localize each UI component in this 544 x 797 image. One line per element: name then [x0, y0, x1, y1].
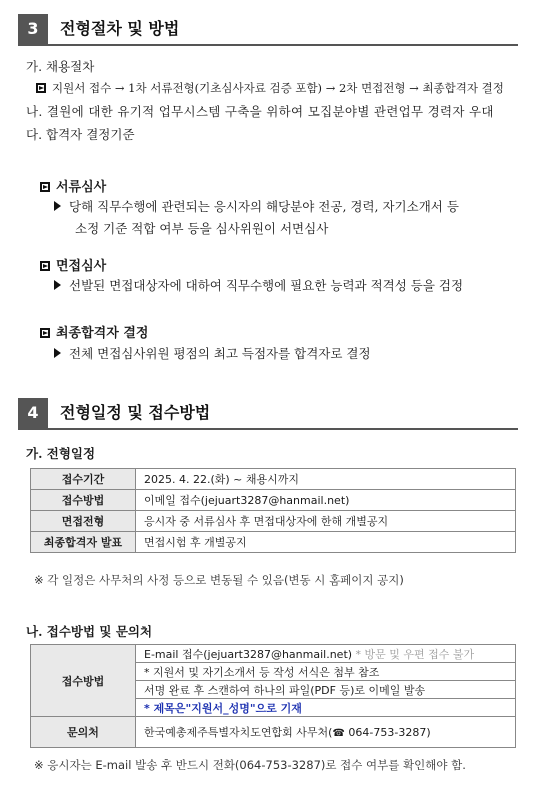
arrow-box-icon	[40, 182, 50, 192]
procedure-line	[36, 79, 504, 97]
footer-note: ※ 응시자는 E-mail 발송 후 반드시 전화(064-753-3287)로 접수 여부를 확인해야 함.	[34, 758, 466, 772]
table-row	[31, 645, 516, 663]
criteria-final-heading	[40, 322, 148, 341]
contact-phone: 064-753-3287)	[348, 726, 431, 739]
method-line2: * 지원서 및 자기소개서 등 작성 서식은 첨부 참조	[136, 663, 516, 681]
schedule-note: ※ 각 일정은 사무처의 사정 등으로 변동될 수 있음(변동 시 홈페이지 공지)	[34, 573, 404, 587]
triangle-bullet-icon	[54, 348, 61, 358]
section-title: 전형절차 및 방법	[60, 19, 180, 38]
criteria-title: 최종합격자 결정	[56, 326, 149, 341]
table-row	[31, 511, 516, 532]
criteria-title: 서류심사	[56, 180, 107, 195]
criteria-document-heading	[40, 176, 106, 195]
section-number: 4	[18, 398, 48, 428]
phone-icon: ☎	[332, 728, 345, 739]
method-email: E-mail 접수(jejuart3287@hanmail.net)	[144, 647, 353, 661]
criteria-text: 선발된 면접대상자에 대하여 직무수행에 필요한 능력과 적격성 등을 검정	[69, 278, 464, 293]
schedule-value: 응시자 중 서류심사 후 면접대상자에 한해 개별공지	[136, 511, 516, 532]
item-na: 나. 결원에 대한 유기적 업무시스템 구축을 위하여 모집분야별 관련업무 경력자 우대	[26, 104, 494, 119]
item-da: 다. 합격자 결정기준	[26, 127, 135, 142]
procedure-text: 지원서 접수 → 1차 서류전형(기초심사자료 검증 포함) → 2차 면접전형 → 최종합격자 결정	[52, 81, 504, 95]
method-heading: 나. 접수방법 및 문의처	[26, 624, 153, 639]
criteria-text: 전체 면접심사위원 평점의 최고 득점자를 합격자로 결정	[69, 346, 371, 361]
arrow-box-icon	[40, 328, 50, 338]
criteria-interview-heading	[40, 255, 106, 274]
schedule-label: 최종합격자 발표	[31, 532, 136, 553]
criteria-document-line1	[54, 198, 459, 216]
schedule-value: 2025. 4. 22.(화) ~ 채용시까지	[136, 469, 516, 490]
table-row	[31, 717, 516, 748]
item-ga: 가. 채용절차	[26, 59, 95, 74]
contact-value	[136, 717, 516, 748]
arrow-box-icon	[40, 261, 50, 271]
schedule-value: 이메일 접수(jejuart3287@hanmail.net)	[136, 490, 516, 511]
method-line3: 서명 완료 후 스캔하여 하나의 파일(PDF 등)로 이메일 발송	[136, 681, 516, 699]
arrow-box-icon	[36, 83, 46, 93]
section-number: 3	[18, 14, 48, 44]
schedule-heading: 가. 전형일정	[26, 446, 96, 461]
criteria-document-line2: 소정 기준 적합 여부 등을 심사위원이 서면심사	[75, 221, 329, 236]
schedule-label: 접수기간	[31, 469, 136, 490]
method-line4: * 제목은"지원서_성명"으로 기재	[136, 699, 516, 717]
method-label: 접수방법	[31, 645, 136, 717]
section-title: 전형일정 및 접수방법	[60, 403, 211, 422]
table-row	[31, 490, 516, 511]
method-line1	[136, 645, 516, 663]
schedule-table	[30, 468, 516, 553]
schedule-label: 접수방법	[31, 490, 136, 511]
method-table	[30, 644, 516, 748]
criteria-text: 당해 직무수행에 관련되는 응시자의 해당분야 전공, 경력, 자기소개서 등	[69, 199, 459, 214]
schedule-label: 면접전형	[31, 511, 136, 532]
triangle-bullet-icon	[54, 201, 61, 211]
section-4-header	[18, 398, 518, 430]
contact-label: 문의처	[31, 717, 136, 748]
table-row	[31, 532, 516, 553]
table-row	[31, 469, 516, 490]
contact-org: 한국예총제주특별자치도연합회 사무처(	[144, 726, 333, 739]
schedule-value: 면접시험 후 개별공지	[136, 532, 516, 553]
method-email-note: * 방문 및 우편 접수 불가	[352, 647, 475, 661]
triangle-bullet-icon	[54, 280, 61, 290]
criteria-final-line1	[54, 345, 371, 363]
section-3-header	[18, 14, 518, 46]
criteria-title: 면접심사	[56, 259, 107, 274]
criteria-interview-line1	[54, 277, 463, 295]
